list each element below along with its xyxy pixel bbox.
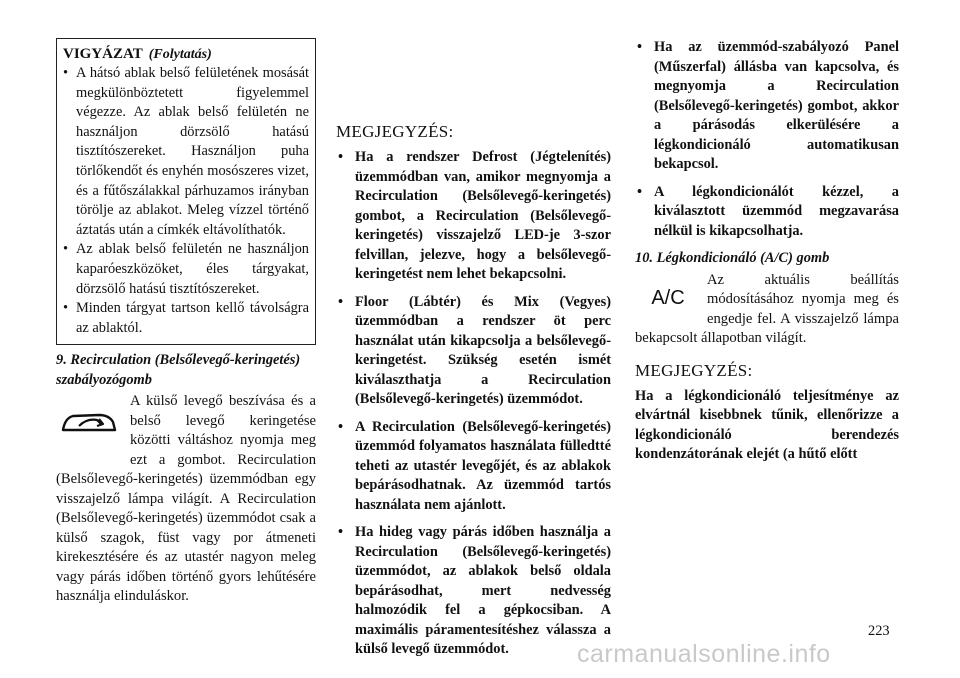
caution-item: • Minden tárgyat tartson kellő távolságra az ablaktól. [63, 299, 309, 338]
note-1-list [336, 148, 611, 660]
note-2-text: Ha a légkondicionáló teljesítménye az elvártnál kisebbnek tűnik, ellenőrizze a légkondicionáló berendezés kondenzátorának elejét (a hűtő előtt [635, 387, 899, 462]
right-column [635, 38, 899, 465]
section-9-body [56, 392, 316, 607]
note-1-item: • A légkondicionálót kézzel, a kiválasztott üzemmód megzavarása nélkül is kikapcsolhatja. [635, 183, 899, 242]
left-column [56, 38, 316, 607]
note-1-heading: MEGJEGYZÉS: [336, 122, 454, 141]
caution-header [63, 45, 309, 64]
note-1-item: • A Recirculation (Belsőlevegő-keringetés) üzemmód folyamatos használata fülledtté teheti az utastér levegőjét, és az ablakok bepárásodhatnak. Az üzemmód tartós használata nem ajánlott. [336, 418, 611, 516]
caution-list [63, 64, 309, 338]
watermark: carmanualsonline.info [577, 640, 831, 668]
section-9-text: A külső levegő beszívása és a belső levegő keringetése közötti váltáshoz nyomja meg ezt a gombot. Recirculation (Belsőlevegő-keringetés) üzemmódban egy visszajelző lámpa világít. A Recirculation (Belsőlevegő-keringetés) üzemmódot csak a külső szagok, füst vagy por átmeneti kirekesztésére és az utastér nagyon meleg vagy párás időben történő gyors lehűtésére használja elinduláskor. [56, 393, 316, 605]
section-9-heading: 9. Recirculation (Belsőlevegő-keringetés) szabályozógomb [56, 352, 301, 388]
recirculation-icon [56, 396, 122, 452]
page-number: 223 [868, 623, 890, 639]
caution-title: VIGYÁZAT [63, 46, 143, 62]
caution-item: • A hátsó ablak belső felületének mosását megkülönböztetett figyelemmel végezze. Az ablak belső felületén ne használjon dörzsölő hatású tisztítószereket. Használjon puha törlőkendőt és enyhén mosószeres vizet, és a fűtőszálakkal párhuzamos irányban törölje az ablakot. Meleg vízzel történő áztatás után a címkék eltávolíthatók. [63, 64, 309, 240]
section-10-body [635, 271, 899, 349]
section-10-heading: 10. Légkondicionáló (A/C) gomb [635, 250, 830, 266]
note-1-item: • Ha az üzemmód-szabályozó Panel (Műszerfal) állásba van kapcsolva, és megnyomja a Recirculation (Belsőlevegő-keringetés) gombot, akkor a párásodás elkerülésére a légkondicionáló automatikusan bekapcsol. [635, 38, 899, 175]
ac-icon: A/C [651, 286, 685, 309]
note-1-item: • Floor (Lábtér) és Mix (Vegyes) üzemmódban a rendszer öt perc használat után kikapcsolja a belsőlevegő-keringetést. Szükség esetén ismét kiválaszthatja a Recirculation (Belsőlevegő-keringetés) üzemmódot. [336, 293, 611, 410]
section-10-text: Az aktuális beállítás módosításához nyomja meg és engedje fel. A visszajelző lámpa bekapcsolt állapotban világít. [635, 271, 899, 346]
note-1-item: • Ha a rendszer Defrost (Jégtelenítés) üzemmódban van, amikor megnyomja a Recirculation (Belsőlevegő-keringetés) gombot, a Recirculation (Belsőlevegő-keringetés) visszajelző LED-je 3-szor felvillan, jelezve, hogy a belsőlevegő-keringetést nem lehet bekapcsolni. [336, 148, 611, 285]
caution-box [56, 38, 316, 345]
note-1-item: • Ha hideg vagy párás időben használja a Recirculation (Belsőlevegő-keringetés) üzemmódot, az ablakok belső oldala bepárásodhat, mert nedvesség halmozódik fel a gépkocsiban. A maximális páramentesítéshez válassza a külső levegő üzemmódot. [336, 523, 611, 660]
note-2-heading: MEGJEGYZÉS: [635, 360, 753, 380]
note-1-list-continued [635, 38, 899, 241]
caution-item: • Az ablak belső felületén ne használjon kaparóeszközöket, éles tárgyakat, dörzsölő hatású tisztítószereket. [63, 240, 309, 299]
caution-subtitle: (Folytatás) [148, 47, 212, 62]
middle-column [336, 0, 611, 668]
